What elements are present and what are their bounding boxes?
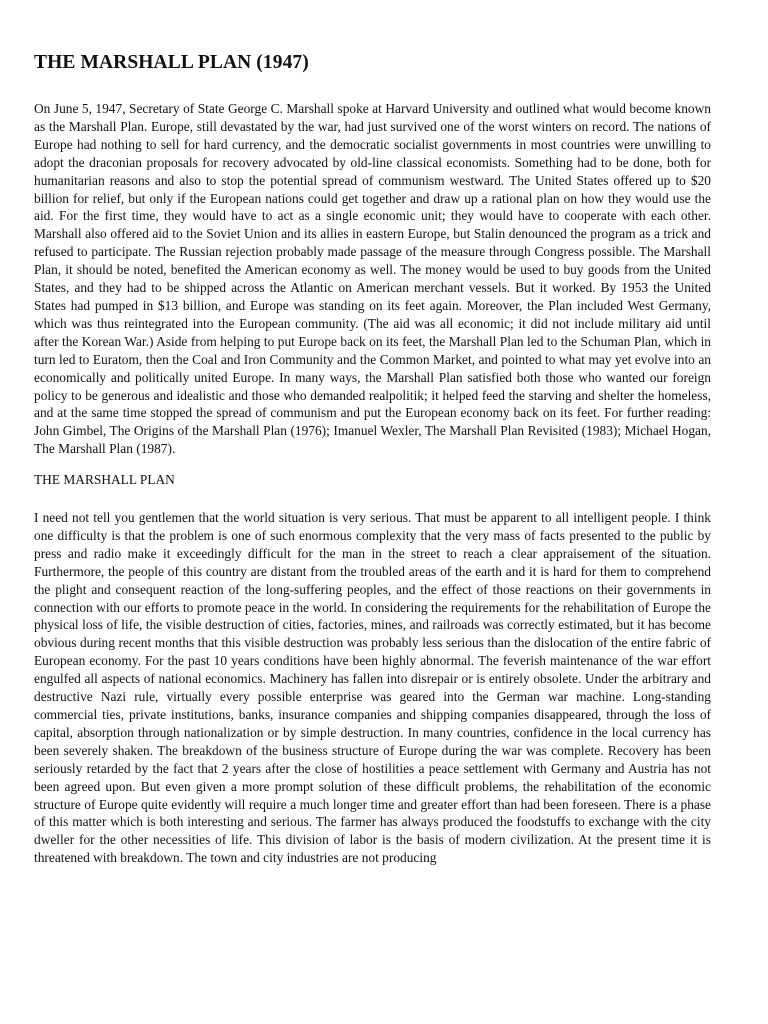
intro-paragraph: On June 5, 1947, Secretary of State George C. Marshall spoke at Harvard University and outlined what would become known as the Marshall Plan. Europe, still devastated by the war, had just survived one of the worst winters on record. The nations of Europe had nothing to sell for hard currency, and the democratic socialist governments in most countries were unwilling to adopt the draconian proposals for recovery advocated by old-line classical economists. Something had to be done, both for humanitarian reasons and also to stop the potential spread of communism westward. The United States offered up to $20 billion for relief, but only if the European nations could get together and draw up a rational plan on how they would use the aid. For the first time, they would have to act as a single economic unit; they would have to cooperate with each other. Marshall also offered aid to the Soviet Union and its allies in eastern Europe, but Stalin denounced the program as a trick and refused to participate. The Russian rejection probably made passage of the measure through Congress possible. The Marshall Plan, it should be noted, benefited the American economy as well. The money would be used to buy goods from the United States, and they had to be shipped across the Atlantic on American merchant vessels. But it worked. By 1953 the United States had pumped in $13 billion, and Europe was standing on its feet again. Moreover, the Plan included West Germany, which was thus reintegrated into the European community. (The aid was all economic; it did not include military aid until after the Korean War.) Aside from helping to put Europe back on its feet, the Marshall Plan led to the Schuman Plan, which in turn led to Euratom, then the Coal and Iron Community and the Common Market, and pointed to what may yet evolve into an economically and politically united Europe. In many ways, the Marshall Plan satisfied both those who wanted our foreign policy to be generous and idealistic and those who demanded realpolitik; it helped feed the starving and shelter the homeless, and at the same time stopped the spread of communism and put the European economy back on its feet. For further reading: John Gimbel, The Origins of the Marshall Plan (1976); Imanuel Wexler, The Marshall Plan Revisited (1983); Michael Hogan, The Marshall Plan (1987).	[34, 101, 711, 457]
section-heading: THE MARSHALL PLAN	[34, 472, 175, 488]
document-page	[34, 52, 711, 867]
speech-paragraph: I need not tell you gentlemen that the world situation is very serious. That must be apparent to all intelligent people. I think one difficulty is that the problem is one of such enormous complexity that the very mass of facts presented to the public by press and radio make it exceedingly difficult for the man in the street to reach a clear appraisement of the situation. Furthermore, the people of this country are distant from the troubled areas of the earth and it is hard for them to comprehend the plight and consequent reaction of the long-suffering peoples, and the effect of those reactions on their governments in connection with our efforts to promote peace in the world. In considering the requirements for the rehabilitation of Europe the physical loss of life, the visible destruction of cities, factories, mines, and railroads was correctly estimated, but it has become obvious during recent months that this visible destruction was probably less serious than the dislocation of the entire fabric of European economy. For the past 10 years conditions have been highly abnormal. The feverish maintenance of the war effort engulfed all aspects of national economics. Machinery has fallen into disrepair or is entirely obsolete. Under the arbitrary and destructive Nazi rule, virtually every possible enterprise was geared into the German war machine. Long-standing commercial ties, private institutions, banks, insurance companies and shipping companies disappeared, through the loss of capital, absorption through nationalization or by simple destruction. In many countries, confidence in the local currency has been severely shaken. The breakdown of the business structure of Europe during the war was complete. Recovery has been seriously retarded by the fact that 2 years after the close of hostilities a peace settlement with Germany and Austria has not been agreed upon. But even given a more prompt solution of these difficult problems, the rehabilitation of the economic structure of Europe quite evidently will require a much longer time and greater effort than had been foreseen. There is a phase of this matter which is both interesting and serious. The farmer has always produced the foodstuffs to exchange with the city dweller for the other necessities of life. This division of labor is the basis of modern civilization. At the present time it is threatened with breakdown. The town and city industries are not producing	[34, 510, 711, 866]
document-title: THE MARSHALL PLAN (1947)	[34, 52, 309, 73]
